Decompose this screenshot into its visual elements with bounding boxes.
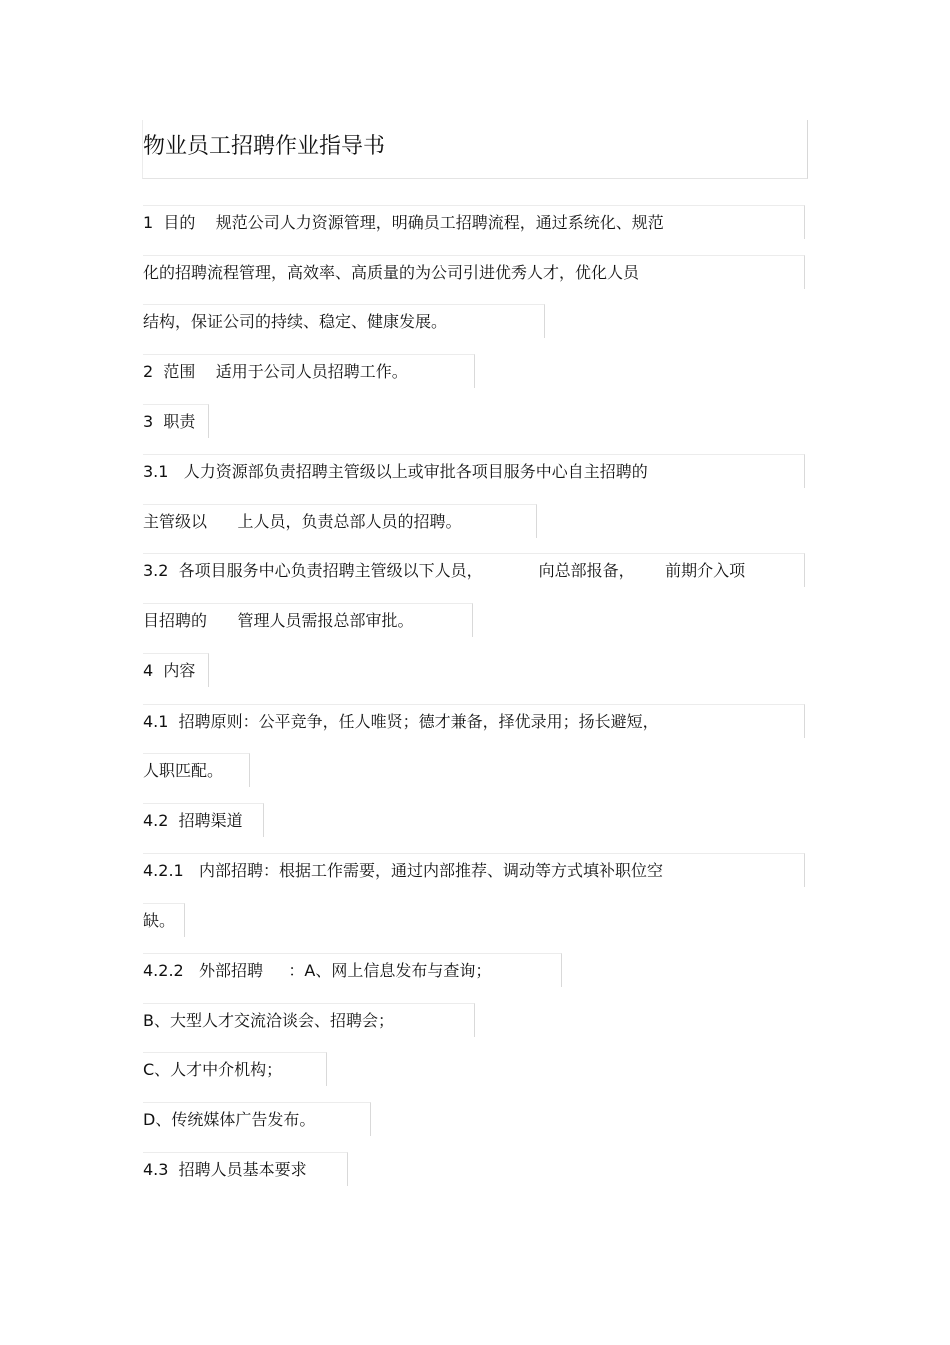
paragraph-line: 化的招聘流程管理，高效率、高质量的为公司引进优秀人才，优化人员 — [143, 255, 805, 289]
section-heading: 4.2 招聘渠道 — [143, 803, 264, 837]
paragraph-line: 3.2 各项目服务中心负责招聘主管级以下人员， 向总部报备， 前期介入项 — [143, 553, 805, 587]
list-item: B、大型人才交流洽谈会、招聘会； — [143, 1003, 475, 1037]
section-heading: 2 范围 适用于公司人员招聘工作。 — [143, 354, 475, 388]
list-item: C、人才中介机构； — [143, 1052, 327, 1086]
paragraph-line: 结构，保证公司的持续、稳定、健康发展。 — [143, 304, 545, 338]
section-heading: 3 职责 — [143, 404, 209, 438]
list-item: D、传统媒体广告发布。 — [143, 1102, 371, 1136]
paragraph-line: 4.1 招聘原则：公平竞争，任人唯贤；德才兼备，择优录用；扬长避短， — [143, 704, 805, 738]
paragraph-line: 4.2.1 内部招聘：根据工作需要，通过内部推荐、调动等方式填补职位空 — [143, 853, 805, 887]
paragraph-line: 人职匹配。 — [143, 753, 250, 787]
paragraph-line: 3.1 人力资源部负责招聘主管级以上或审批各项目服务中心自主招聘的 — [143, 454, 805, 488]
paragraph-line: 4.2.2 外部招聘 ：A、网上信息发布与查询； — [143, 953, 562, 987]
section-heading: 4.3 招聘人员基本要求 — [143, 1152, 348, 1186]
paragraph-line: 缺。 — [143, 903, 185, 937]
paragraph-line: 主管级以 上人员，负责总部人员的招聘。 — [143, 504, 537, 538]
section-heading: 4 内容 — [143, 653, 209, 687]
paragraph-line: 1 目的 规范公司人力资源管理，明确员工招聘流程，通过系统化、规范 — [143, 205, 805, 239]
paragraph-line: 目招聘的 管理人员需报总部审批。 — [143, 603, 473, 637]
document-title: 物业员工招聘作业指导书 — [143, 134, 386, 159]
